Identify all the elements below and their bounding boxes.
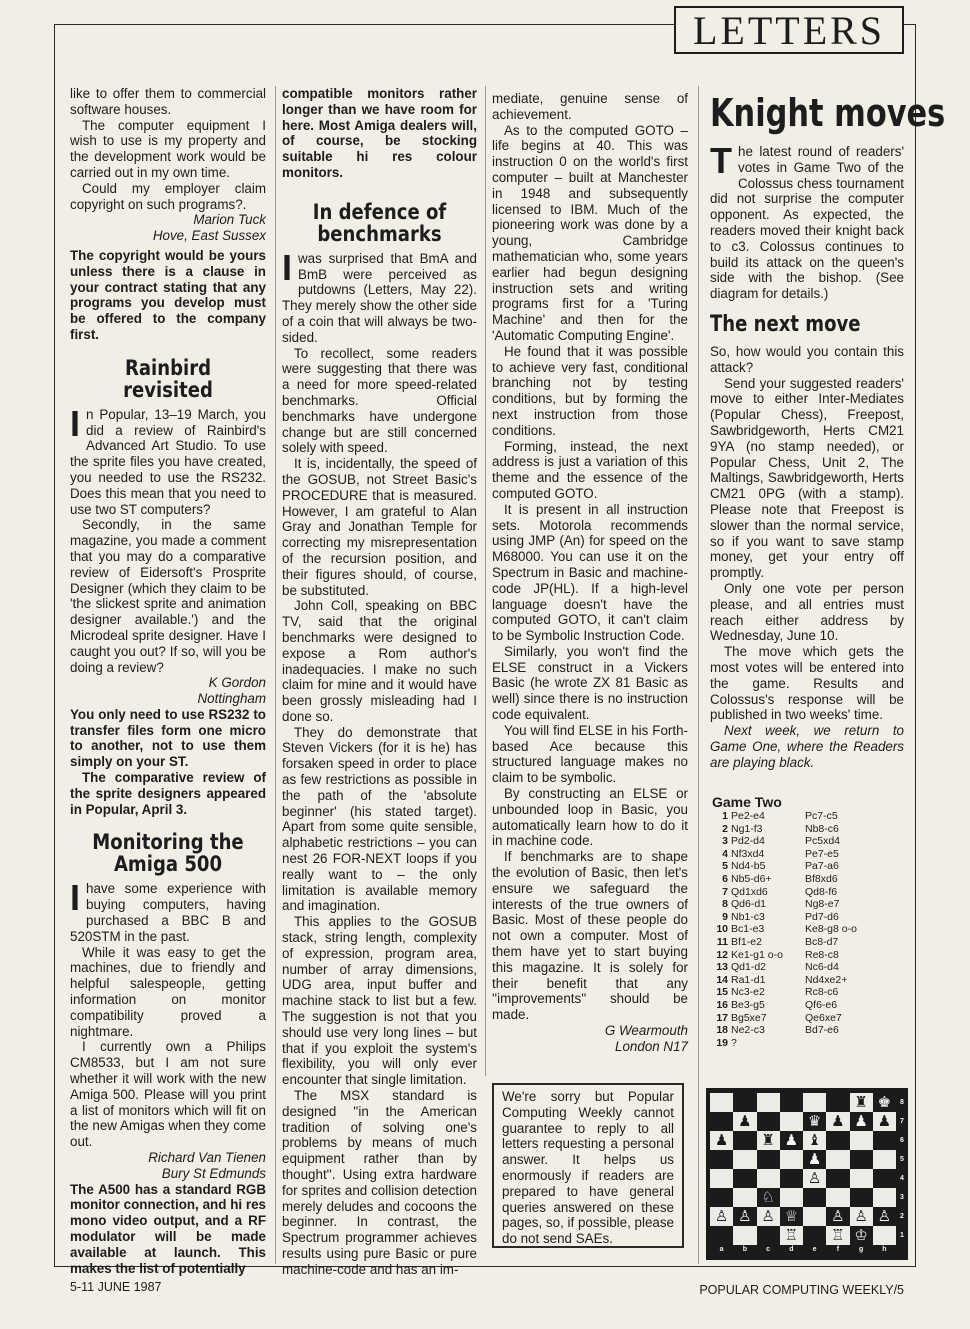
chess-piece: ♙ xyxy=(807,1170,822,1187)
letter-text: Secondly, in the same magazine, you made a comment that you may do a comparative review of Eidersoft's Prosprite Designer (which they claim to be 'the slickest sprite and animation designer available.') and the Microdeal sprite designer. Have I caught you out? If so, will you be doing a review? xyxy=(70,517,266,675)
board-square xyxy=(873,1112,896,1131)
letter-text xyxy=(70,402,266,518)
board-square xyxy=(710,1150,733,1169)
board-square xyxy=(850,1093,873,1112)
black-move: Pc7-c5 xyxy=(805,810,838,822)
column-2 xyxy=(282,86,477,1278)
chess-piece: ♘ xyxy=(761,1189,775,1206)
board-square xyxy=(710,1226,733,1245)
letter-text: John Coll, speaking on BBC TV, said that the original benchmarks were designed to expose a Rom author's inadequacies. I make no such claim for mine and it would have been grossly misleading had I done so. xyxy=(282,598,477,724)
letter-text: mediate, genuine sense of achievement. xyxy=(492,91,688,122)
chess-piece: ♟ xyxy=(877,1113,892,1130)
board-square xyxy=(826,1207,849,1226)
move-row xyxy=(710,974,910,987)
board-square xyxy=(850,1112,873,1131)
drop-cap: I xyxy=(282,246,293,288)
letter-location: Nottingham xyxy=(197,691,266,707)
rank-label: 1 xyxy=(900,1232,904,1239)
chess-piece: ♙ xyxy=(854,1208,868,1225)
move-number: 18 xyxy=(716,1024,728,1037)
board-square xyxy=(873,1188,896,1207)
move-number: 13 xyxy=(716,961,728,974)
move-row xyxy=(710,886,910,899)
letter-text xyxy=(70,877,266,944)
white-move: Bg5xe7 xyxy=(731,1011,767,1024)
board-square xyxy=(803,1150,826,1169)
board-square xyxy=(780,1093,803,1112)
chess-diagram xyxy=(706,1088,908,1260)
board-square xyxy=(826,1093,849,1112)
chess-piece: ♟ xyxy=(807,1151,822,1168)
move-number: 11 xyxy=(716,935,728,948)
board-square xyxy=(780,1131,803,1150)
black-move: Qd8-f6 xyxy=(805,885,838,898)
white-move: Ne2-c3 xyxy=(731,1024,765,1037)
file-label: a xyxy=(719,1246,724,1253)
board-square xyxy=(803,1207,826,1226)
frame-top-rule xyxy=(54,24,674,25)
column-rule xyxy=(275,86,276,1264)
white-move: Pe2-e4 xyxy=(731,810,765,822)
black-move: Re8-c8 xyxy=(805,948,839,961)
board-square xyxy=(733,1226,756,1245)
letter-text: It is, incidentally, the speed of the GOSUB, not Street Basic's PROCEDURE that is measured. However, I am grateful to Alan Gray and Jonathan Temple for correcting my misrepresentation of the recursion position, and their figures should, of course, be substituted. xyxy=(282,456,477,598)
rank-label: 4 xyxy=(900,1175,904,1182)
board-square xyxy=(757,1150,780,1169)
editor-reply: You only need to use RS232 to transfer files form one micro to another, not to use them simply on your ST. xyxy=(70,706,266,770)
board-square xyxy=(873,1150,896,1169)
white-move: Pd2-d4 xyxy=(731,835,765,848)
chess-piece: ♟ xyxy=(714,1132,729,1149)
board-square xyxy=(803,1188,826,1207)
rank-label: 5 xyxy=(900,1156,904,1163)
feature-text: Next week, we return to Game One, where the Readers are playing black. xyxy=(710,723,904,770)
chess-piece: ♖ xyxy=(831,1227,845,1244)
move-row xyxy=(710,1012,910,1025)
board-square xyxy=(757,1131,780,1150)
move-row xyxy=(710,823,910,836)
white-move: Be3-g5 xyxy=(731,998,765,1011)
board-square xyxy=(850,1131,873,1150)
board-square xyxy=(710,1169,733,1188)
chess-piece: ♝ xyxy=(807,1132,822,1149)
game-title: Game Two xyxy=(712,794,782,810)
move-row xyxy=(710,949,910,962)
black-move: Qe6xe7 xyxy=(805,1011,842,1024)
letter-text: By constructing an ELSE or unbounded loop in Basic, you automatically learn how to do it in machine code. xyxy=(492,786,688,849)
white-move: Bc1-e3 xyxy=(731,923,765,936)
letter-text: As to the computed GOTO – life begins at 40. This was instruction 0 on the world's first computer – built at Manchester in 1948 and subsequently licensed to IBM. Much of the pioneering work was done by a young, Cambridge mathematician who, some years earlier had begun designing instruction sets and writing programs first for a 'Turing Machine' and then for the 'Automatic Computing Engine'. xyxy=(492,122,688,343)
chess-piece: ♙ xyxy=(714,1208,729,1225)
chess-piece: ♙ xyxy=(738,1208,752,1225)
letter-text: like to offer them to commercial software houses. xyxy=(70,86,266,117)
board-square xyxy=(780,1112,803,1131)
file-label: f xyxy=(836,1246,840,1253)
file-label: g xyxy=(858,1246,864,1253)
board-square xyxy=(733,1131,756,1150)
rank-label: 8 xyxy=(900,1099,904,1106)
letter-signature: K Gordon xyxy=(208,675,266,691)
move-number: 6 xyxy=(722,872,728,885)
black-move: Bc8-d7 xyxy=(805,935,839,948)
board-square xyxy=(757,1226,780,1245)
drop-cap: T xyxy=(710,140,732,181)
editor-reply: The comparative review of the sprite designers appeared in Popular, April 3. xyxy=(70,770,266,817)
board-square xyxy=(733,1169,756,1188)
board-square xyxy=(803,1226,826,1245)
board-square xyxy=(780,1207,803,1226)
letter-text: Forming, instead, the next address is just a variation of this theme and the essence of the computed GOTO. xyxy=(492,438,688,501)
black-move: Rc8-c6 xyxy=(805,986,839,999)
white-move: ? xyxy=(731,1036,737,1049)
column-1 xyxy=(70,86,266,1276)
board-square xyxy=(710,1093,733,1112)
letter-text: If benchmarks are to shape the evolution of Basic, then let's ensure we safeguard the interests of the true owners of Basic. Most of these people do not own a computer. Most of them have yet to start buying this magazine. It is solely for their benefit that any ''improvements'' should be made. xyxy=(492,849,688,1023)
move-row xyxy=(710,860,910,873)
letter-signature: G Wearmouth xyxy=(604,1023,688,1039)
black-move: Pd7-d6 xyxy=(805,910,839,923)
move-number: 12 xyxy=(716,948,728,961)
file-label: h xyxy=(882,1246,887,1253)
move-number: 17 xyxy=(716,1011,728,1024)
letter-signature: Marion Tuck xyxy=(193,212,266,228)
board-square xyxy=(850,1150,873,1169)
letter-text: It is present in all instruction sets. Motorola recommends using JMP (An) for speed on the M68000. You can use it on the Spectrum in Basic and machine-code JP(HL). If a high-level language doesn't have the computed GOTO, it can't claim to be Symbolic Instruction Code. xyxy=(492,501,688,644)
board-square xyxy=(710,1207,733,1226)
column-rule xyxy=(485,86,486,1076)
rank-label: 3 xyxy=(900,1194,904,1201)
move-row xyxy=(710,999,910,1012)
chess-piece: ♟ xyxy=(854,1113,868,1130)
letter-headline: Monitoring the Amiga 500 xyxy=(92,830,244,877)
move-number: 19 xyxy=(716,1036,728,1049)
board-square xyxy=(710,1131,733,1150)
black-move: Qf6-e6 xyxy=(805,998,838,1011)
feature-subheadline: The next move xyxy=(710,311,861,337)
white-move: Ke1-g1 o-o xyxy=(731,948,783,961)
chess-piece: ♕ xyxy=(784,1208,799,1225)
move-number: 7 xyxy=(722,885,728,898)
board-square xyxy=(826,1226,849,1245)
board-square xyxy=(780,1188,803,1207)
move-number: 8 xyxy=(722,898,728,911)
letter-signature: Richard Van Tienen xyxy=(148,1150,266,1166)
letter-text: While it was easy to get the machines, due to friendly and helpful salespeople, getting information on monitor compatibility proved a nightmare. xyxy=(70,944,266,1039)
feature-text: Only one vote per person please, and all entries must reach either address by Wednesday, June 10. xyxy=(710,580,904,644)
board-rank-labels xyxy=(898,1093,906,1245)
board-file-labels xyxy=(710,1246,896,1253)
board-square xyxy=(850,1226,873,1245)
letter-text: The computer equipment I wish to use is my property and the development work would be carried out in my own time. xyxy=(70,117,266,180)
board-square xyxy=(850,1207,873,1226)
move-row xyxy=(710,1024,910,1037)
feature-text: he latest round of readers' votes in Game Two of the Colossus chess tournament did not surprise the computer opponent. As expected, the readers moved their knight back to c3. Colossus continues to build its attack on the queen's side with the bishop. (See diagram for details.) xyxy=(710,144,904,302)
letter-text: He found that it was possible to achieve very fast, conditional branching not by testing conditions, but by forming the next instruction from those conditions. xyxy=(492,343,688,438)
move-row xyxy=(710,986,910,999)
board-square xyxy=(780,1226,803,1245)
move-number: 14 xyxy=(716,973,728,986)
board-square xyxy=(710,1188,733,1207)
board-square xyxy=(733,1112,756,1131)
move-number: 2 xyxy=(722,822,728,835)
board-square xyxy=(850,1188,873,1207)
feature-text: So, how would you contain this attack? xyxy=(710,343,904,375)
feature-headline: Knight moves xyxy=(710,91,946,135)
chess-board xyxy=(710,1093,896,1245)
editor-reply: The A500 has a standard RGB monitor connection, and hi res mono video output, and a RF modulator will be made available at launch. This makes the list of potentially xyxy=(70,1181,266,1276)
chess-piece: ♙ xyxy=(877,1208,892,1225)
black-move: Pe7-e5 xyxy=(805,847,839,860)
chess-piece: ♙ xyxy=(831,1208,845,1225)
letter-text: was surprised that BmA and BmB were perceived as putdowns (Letters, May 22). They merely show the other side of a coin that will always be two-sided. xyxy=(282,250,477,345)
move-row xyxy=(710,873,910,886)
chess-piece: ♖ xyxy=(784,1227,799,1244)
white-move: Ra1-d1 xyxy=(731,973,766,986)
board-square xyxy=(733,1150,756,1169)
file-label: b xyxy=(742,1246,748,1253)
board-square xyxy=(873,1169,896,1188)
chess-piece: ♔ xyxy=(854,1227,868,1244)
feature-text: The move which gets the most votes will be entered into the game. Results and Colossus's response will be published in two weeks' time. xyxy=(710,644,904,723)
move-list xyxy=(710,810,910,1049)
editor-reply: The copyright would be yours unless there is a clause in your contract stating that any programs you develop must be offered to the company first. xyxy=(70,247,266,342)
board-square xyxy=(757,1093,780,1112)
black-move xyxy=(805,1037,895,1050)
move-row xyxy=(710,961,910,974)
white-move: Qd1xd6 xyxy=(731,885,768,898)
board-square xyxy=(826,1112,849,1131)
move-row xyxy=(710,936,910,949)
chess-piece: ♜ xyxy=(761,1132,775,1149)
board-square xyxy=(873,1131,896,1150)
page-number: POPULAR COMPUTING WEEKLY/5 xyxy=(699,1283,904,1297)
black-move: Bf8xd6 xyxy=(805,872,838,885)
board-square xyxy=(826,1150,849,1169)
board-square xyxy=(803,1131,826,1150)
move-number: 1 xyxy=(722,810,728,822)
feature-text: Send your suggested readers' move to either Inter-Mediates (Popular Chess), Freepost, Sawbridgeworth, Herts CM21 9YA (no stamp needed), or Popular Chess, Unit 2, The Maltings, Sawbridgeworth, Herts CM21 0PG (with a stamp). Please note that Freepost is slower than the normal service, so if you want to save stamp money, get your entry off promptly. xyxy=(710,375,904,581)
move-row xyxy=(710,835,910,848)
editor-reply: compatible monitors rather longer than we have room for here. Most Amiga dealers will, of course, be stocking suitable hi res colour monitors. xyxy=(282,86,477,180)
chess-piece: ♛ xyxy=(807,1113,822,1130)
move-number: 4 xyxy=(722,847,728,860)
file-label: c xyxy=(766,1246,771,1253)
letter-location: Hove, East Sussex xyxy=(152,228,266,244)
board-square xyxy=(803,1093,826,1112)
move-number: 16 xyxy=(716,998,728,1011)
board-square xyxy=(826,1188,849,1207)
letter-text: Similarly, you won't find the ELSE construct in a Vickers Basic (he wrote ZX 81 Basic as well) since there is no instruction code equivalent. xyxy=(492,643,688,723)
black-move: Nd4xe2+ xyxy=(805,973,848,986)
letter-text: I currently own a Philips CM8533, but I am not sure whether it will work with the new Amiga 500. Please will you print a list of monitors which will fit on the new Amigas when they come out. xyxy=(70,1039,266,1150)
letter-text: have some experience with buying computers, having purchased a BBC B and 520STM in the past. xyxy=(70,881,266,944)
board-square xyxy=(757,1169,780,1188)
issue-date: 5-11 JUNE 1987 xyxy=(70,1280,162,1294)
drop-cap: I xyxy=(70,877,81,919)
black-move: Bd7-e6 xyxy=(805,1024,839,1037)
chess-piece: ♚ xyxy=(877,1094,892,1111)
letter-headline: In defence of benchmarks xyxy=(312,199,447,246)
board-square xyxy=(873,1226,896,1245)
drop-cap: I xyxy=(70,402,81,444)
letter-text: The MSX standard is designed ''in the American tradition of solving one's problems by means of much equipment rather than by thought''. Using extra hardware for sprites and collision detection merely deludes and cocoons the beginner. In contrast, the Spectrum programmer achieves results using pure Basic or pure machine-code and has an im- xyxy=(282,1088,477,1277)
white-move: Qd1-d2 xyxy=(731,961,767,974)
board-square xyxy=(757,1188,780,1207)
board-square xyxy=(733,1188,756,1207)
section-banner: LETTERS xyxy=(674,6,904,54)
move-row xyxy=(710,898,910,911)
chess-piece: ♜ xyxy=(854,1094,868,1111)
white-move: Qd6-d1 xyxy=(731,898,767,911)
move-row xyxy=(710,848,910,861)
board-square xyxy=(733,1207,756,1226)
file-label: e xyxy=(812,1246,817,1253)
letter-location: London N17 xyxy=(615,1038,688,1054)
letter-text: n Popular, 13–19 March, you did a review of Rainbird's Advanced Art Studio. To use the sprite files you have created, you needed to use the RS232. Does this mean that you need to use two ST computers? xyxy=(70,406,266,517)
white-move: Ng1-f3 xyxy=(731,822,763,835)
letter-text xyxy=(282,246,477,346)
board-square xyxy=(850,1169,873,1188)
board-square xyxy=(826,1131,849,1150)
letter-location: Bury St Edmunds xyxy=(161,1165,266,1181)
column-4 xyxy=(710,86,946,770)
black-move: Nb8-c6 xyxy=(805,822,839,835)
board-square xyxy=(780,1150,803,1169)
board-square xyxy=(757,1207,780,1226)
board-square xyxy=(826,1169,849,1188)
letter-text: They do demonstrate that Steven Vickers (for it is he) has forsaken speed in order to place as few restrictions as possible in the path of the 'absolute beginner' (his stated target). Apart from some quite sensible, alphabetic restrictions – you can nest 26 FOR-NEXT loops if you really want to – the only limitation is available memory and imagination. xyxy=(282,724,477,914)
move-number: 3 xyxy=(722,835,728,848)
chess-piece: ♟ xyxy=(738,1113,752,1130)
white-move: Bf1-e2 xyxy=(731,935,762,948)
letter-text: You will find ELSE in his Forth-based Ace because this structured language makes no claim to be symbolic. xyxy=(492,722,688,786)
move-number: 15 xyxy=(716,986,728,999)
black-move: Pc5xd4 xyxy=(805,835,841,848)
white-move: Nb5-d6+ xyxy=(731,872,772,885)
letter-text: Could my employer claim copyright on such programs?. xyxy=(70,180,266,212)
board-square xyxy=(710,1112,733,1131)
white-move: Nf3xd4 xyxy=(731,847,765,860)
chess-piece: ♟ xyxy=(784,1132,799,1149)
board-square xyxy=(733,1093,756,1112)
chess-piece: ♟ xyxy=(831,1113,845,1130)
letter-text: This applies to the GOSUB stack, string length, complexity of expression, program area, number of array dimensions, UDG area, input buffer and machine stack to list but a few. The suggestion is not that you should use very long lines – but that if you exploit the system's flexibility, you will only ever encounter that single limitation. xyxy=(282,914,477,1088)
rank-label: 6 xyxy=(900,1137,904,1144)
column-3 xyxy=(492,91,688,1055)
black-move: Ke8-g8 o-o xyxy=(805,923,857,936)
file-label: d xyxy=(789,1246,794,1253)
letter-text: To recollect, some readers were suggesting that there was a need for more speed-related benchmarks. Official benchmarks have undergone change but are still concerned solely with speed. xyxy=(282,345,477,456)
black-move: Ng8-e7 xyxy=(805,898,840,911)
rank-label: 2 xyxy=(900,1213,904,1220)
chess-piece: ♙ xyxy=(761,1208,775,1225)
white-move: Nd4-b5 xyxy=(731,860,766,873)
board-square xyxy=(873,1093,896,1112)
board-square xyxy=(757,1112,780,1131)
move-number: 9 xyxy=(722,910,728,923)
move-number: 5 xyxy=(722,860,728,873)
move-row xyxy=(710,1037,910,1050)
board-square xyxy=(803,1169,826,1188)
board-square xyxy=(873,1207,896,1226)
white-move: Nc3-e2 xyxy=(731,986,765,999)
black-move: Nc6-d4 xyxy=(805,961,839,974)
move-row xyxy=(710,923,910,936)
notice-box: We're sorry but Popular Computing Weekly cannot guarantee to reply to all letters requesting a personal answer. It helps us enormously if readers are prepared to have general queries answered on these pages, so, if possible, please do not send SAEs. xyxy=(492,1083,684,1248)
move-row xyxy=(710,810,910,823)
feature-text xyxy=(710,140,904,302)
rank-label: 7 xyxy=(900,1118,904,1125)
column-rule xyxy=(698,86,699,1264)
board-square xyxy=(780,1169,803,1188)
board-square xyxy=(803,1112,826,1131)
move-number: 10 xyxy=(716,923,728,936)
black-move: Pa7-a6 xyxy=(805,860,839,873)
move-row xyxy=(710,911,910,924)
letter-headline: Rainbird revisited xyxy=(123,355,213,402)
white-move: Nb1-c3 xyxy=(731,910,765,923)
